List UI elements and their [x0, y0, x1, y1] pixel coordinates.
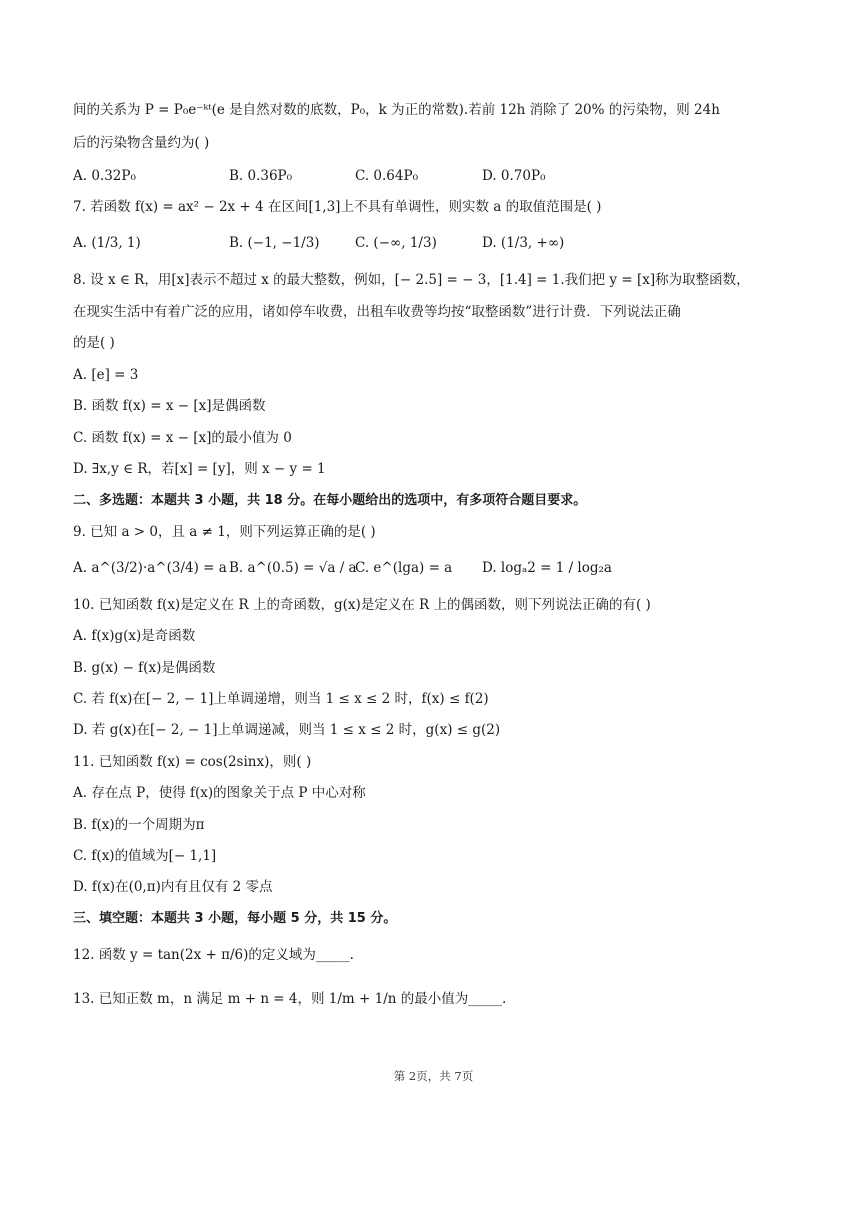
q12-stem: 12. 函数 y = tan(2x + π/6)的定义域为_____. — [73, 947, 354, 963]
q8-stem-line3: 的是( ) — [73, 335, 115, 351]
page-footer: 第 2页，共 7页 — [393, 1069, 474, 1083]
q11-option-a: A. 存在点 P，使得 f(x)的图象关于点 P 中心对称 — [73, 785, 366, 801]
q8-option-a: A. [e] = 3 — [73, 367, 139, 383]
q8-option-b: B. 函数 f(x) = x − [x]是偶函数 — [73, 398, 266, 414]
q10-option-a: A. f(x)g(x)是奇函数 — [73, 628, 196, 644]
q7-option-b: B. (−1, −1/3) — [229, 235, 320, 251]
q11-option-c: C. f(x)的值域为[− 1,1] — [73, 848, 217, 864]
q6-option-b: B. 0.36P₀ — [229, 168, 293, 184]
q10-stem: 10. 已知函数 f(x)是定义在 R 上的奇函数，g(x)是定义在 R 上的偶函数，则下列说法正确的有( ) — [73, 597, 651, 613]
q10-option-c: C. 若 f(x)在[− 2, − 1]上单调递增，则当 1 ≤ x ≤ 2 时，f(x) ≤ f(2) — [73, 691, 489, 707]
q11-option-d: D. f(x)在(0,π)内有且仅有 2 零点 — [73, 879, 273, 895]
q7-option-d: D. (1/3, +∞) — [482, 235, 565, 251]
q6-option-a: A. 0.32P₀ — [73, 168, 136, 184]
q13-stem: 13. 已知正数 m，n 满足 m + n = 4，则 1/m + 1/n 的最小值为_____. — [73, 991, 507, 1007]
q6-option-d: D. 0.70P₀ — [482, 168, 546, 184]
q8-stem-line2: 在现实生活中有着广泛的应用，诸如停车收费，出租车收费等均按“取整函数”进行计费．下列说法正确 — [73, 304, 681, 320]
q11-stem: 11. 已知函数 f(x) = cos(2sinx)，则( ) — [73, 754, 312, 770]
q9-option-b: B. a^(0.5) = √a / a — [229, 560, 357, 576]
q7-stem: 7. 若函数 f(x) = ax² − 2x + 4 在区间[1,3]上不具有单调性，则实数 a 的取值范围是( ) — [73, 199, 602, 215]
q6-stem-line1: 间的关系为 P = P₀e⁻ᵏᵗ(e 是自然对数的底数，P₀，k 为正的常数).若前 12h 消除了 20% 的污染物，则 24h — [73, 102, 720, 118]
q8-option-c: C. 函数 f(x) = x − [x]的最小值为 0 — [73, 430, 292, 446]
section-3-heading: 三、填空题：本题共 3 小题，每小题 5 分，共 15 分。 — [73, 911, 397, 926]
q10-option-b: B. g(x) − f(x)是偶函数 — [73, 660, 216, 676]
q6-stem-line2: 后的污染物含量约为( ) — [73, 135, 210, 151]
q9-option-c: C. e^(lga) = a — [355, 560, 453, 576]
q7-option-c: C. (−∞, 1/3) — [355, 235, 437, 251]
q6-option-c: C. 0.64P₀ — [355, 168, 418, 184]
q8-option-d: D. ∃x,y ∈ R，若[x] = [y]，则 x − y = 1 — [73, 461, 326, 477]
q9-option-d: D. logₐ2 = 1 / log₂a — [482, 560, 612, 576]
q11-option-b: B. f(x)的一个周期为π — [73, 817, 205, 833]
q9-stem: 9. 已知 a > 0，且 a ≠ 1，则下列运算正确的是( ) — [73, 524, 376, 540]
section-2-heading: 二、多选题：本题共 3 小题，共 18 分。在每小题给出的选项中，有多项符合题目要求。 — [73, 493, 587, 508]
q8-stem-line1: 8. 设 x ∈ R，用[x]表示不超过 x 的最大整数，例如，[− 2.5] = − 3，[1.4] = 1.我们把 y = [x]称为取整函数， — [73, 272, 750, 288]
q7-option-a: A. (1/3, 1) — [73, 235, 141, 251]
q10-option-d: D. 若 g(x)在[− 2, − 1]上单调递减，则当 1 ≤ x ≤ 2 时，g(x) ≤ g(2) — [73, 722, 501, 738]
q9-option-a: A. a^(3/2)·a^(3/4) = a — [73, 560, 227, 576]
